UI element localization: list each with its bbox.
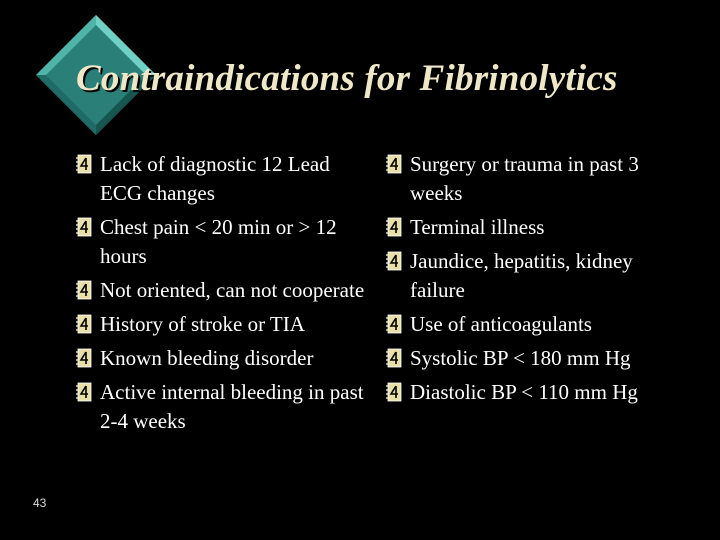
bullet-item [384, 310, 684, 339]
bullet-text: Surgery or trauma in past 3 weeks [410, 152, 639, 205]
notebook-icon [75, 153, 93, 175]
left-bullet-list [74, 150, 374, 436]
bullet-text: Known bleeding disorder [100, 346, 314, 370]
notebook-icon [75, 381, 93, 403]
slide-title: Contraindications for Fibrinolytics [76, 58, 618, 99]
bullet-item [74, 276, 374, 305]
bullet-item [74, 150, 374, 208]
bullet-text: Chest pain < 20 min or > 12 hours [100, 215, 337, 268]
bullet-item [74, 310, 374, 339]
bullet-text: Lack of diagnostic 12 Lead ECG changes [100, 152, 330, 205]
notebook-icon [385, 347, 403, 369]
bullet-item [384, 247, 684, 305]
bullet-text: Use of anticoagulants [410, 312, 592, 336]
notebook-icon [385, 153, 403, 175]
page-number: 43 [33, 496, 47, 510]
notebook-icon [75, 279, 93, 301]
right-bullet-list [384, 150, 684, 407]
notebook-icon [75, 313, 93, 335]
notebook-icon [385, 250, 403, 272]
notebook-icon [75, 347, 93, 369]
bullet-item [384, 344, 684, 373]
notebook-icon [385, 313, 403, 335]
bullet-item [384, 378, 684, 407]
bullet-text: History of stroke or TIA [100, 312, 305, 336]
left-column [74, 150, 374, 441]
bullet-text: Jaundice, hepatitis, kidney failure [410, 249, 633, 302]
bullet-text: Active internal bleeding in past 2-4 weeks [100, 380, 364, 433]
bullet-item [74, 213, 374, 271]
bullet-text: Systolic BP < 180 mm Hg [410, 346, 631, 370]
bullet-item [74, 378, 374, 436]
bullet-text: Terminal illness [410, 215, 545, 239]
right-column [384, 150, 684, 412]
bullet-item [384, 150, 684, 208]
notebook-icon [75, 216, 93, 238]
notebook-icon [385, 381, 403, 403]
notebook-icon [385, 216, 403, 238]
bullet-item [384, 213, 684, 242]
bullet-text: Not oriented, can not cooperate [100, 278, 365, 302]
bullet-item [74, 344, 374, 373]
bullet-text: Diastolic BP < 110 mm Hg [410, 380, 638, 404]
